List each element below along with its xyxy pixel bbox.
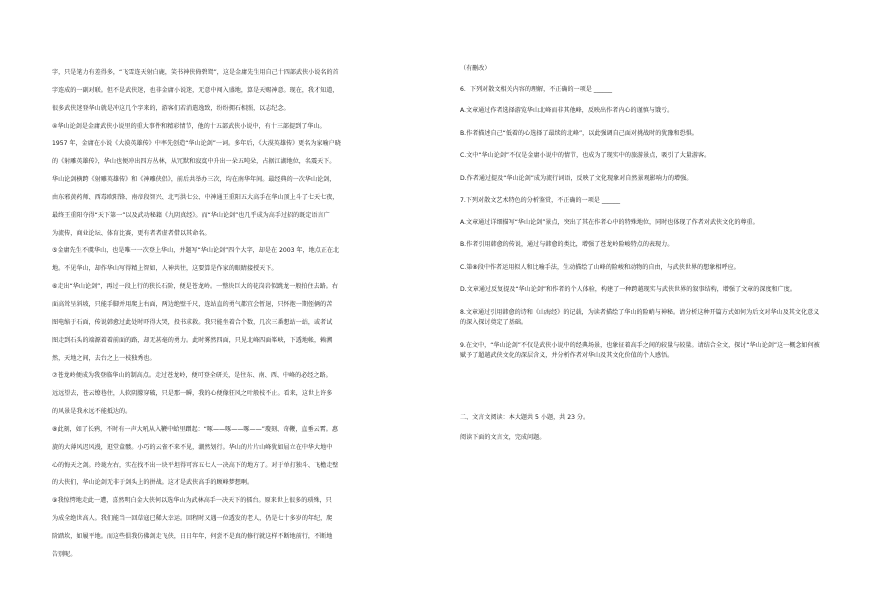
question-6-option-d: D.作者通过提及“华山论剑”成为流行词语，反映了文化现象对自然景观影响力的增强。 xyxy=(460,174,693,182)
essay-line: 由东邪黄药师、西毒欧阳锋、南帝段智兴、北丐洪七公、中神通王重阳五大高手在华山顶上斗了七天七夜， xyxy=(52,193,339,201)
essay-line: 告别呢。 xyxy=(52,550,77,558)
essay-line: 为成全绝世高人。我们能当一回草寇已稀大幸运。回程时又遇一位透发的老人，仍是七十多岁的年纪，爬 xyxy=(52,515,333,523)
essay-line: 面高耸呈斜坡，只能手脚并用爬上右面，两边绝壁千尺，连站直的勇气都宜会暂退，只怀抱一期侄俩的苦 xyxy=(52,300,333,308)
question-7-option-b: B.作者引用韩愈的传说，通过与韩愈的类比，增强了苍龙岭险峻特点的表现力。 xyxy=(460,241,674,248)
question-7-option-c: C.第⑧段中作者运用拟人和比喻手法，生动描绘了山峰的险峻和动物的自由，与武侠世界的想象相呼应。 xyxy=(460,263,740,271)
section-2-instruction: 阅读下面的文言文，完成问题。 xyxy=(460,434,546,441)
essay-line: 图电缩于石面，传说韩愈过此处时吓得大哭，投书求救。我只能坐着合个数，几次三番想站一站，或者试 xyxy=(52,318,333,326)
question-7-title: 7.下列对散文艺术特色的分析鉴赏，不正确的一项是 ______ xyxy=(460,197,621,204)
essay-line: 字连成的一副对联。但不是武侠迷，也非金庸小说迷，无意中闯入盛地，算是天赐神意。现在，我才知道， xyxy=(52,86,339,94)
source-note: （有删改） xyxy=(460,65,491,72)
essay-line: ⑥走出“华山论剑”，再过一段上行的狭长石阶，便是苍龙岭。一整块巨大的花岗岩似跳龙一般拍住去路。右 xyxy=(52,283,338,291)
essay-line: 很多武侠迷登华山就是冲这几个字来的，游客们若消遣逸致，纷纷拥石相照，以志纪念。 xyxy=(52,104,290,112)
question-8: 8.文章通过引用韩愈的诗和《山海经》的记载，为读者描绘了华山的险峭与神秘。请分析这种开篇方式如何为后文对华山及其文化意义的深入探讨奠定了基础。 xyxy=(460,308,820,326)
essay-line: 的《射雕英雄传》，华山也便冲出四方丛林，从冗默和寂寞中升出一朵五吨朵，占据江湖地位，名震天下。 xyxy=(52,158,336,166)
essay-line: 旋的大薄风迟风漫，逛堂盒髅。小巧的云雀不来不见，潮然划行。华山的片片山峰犹如屈立在中华大地中 xyxy=(52,443,333,451)
essay-line: 字，只是笔力有差得多，“飞雪连天射白鹿，笑书神侠倚碧鸳”，这是金庸先生用自己十四部武侠小说名的首 xyxy=(52,69,339,76)
essay-line: 的风景是我永远不能抵达的。 xyxy=(52,408,132,416)
question-7-option-d: D.文章通过反复提及“华山论剑”和作者的个人体验，构建了一种跨越现实与武侠世界的叙事结构，增强了文章的深度和广度。 xyxy=(460,286,796,293)
question-9: 9.在文中，“华山论剑”不仅是武侠小说中的经典场景，也象征着高手之间的较量与较量。请结合全文，探讨“华山论剑”这一概念如何被赋予了超越武侠文化的深层含义，并分析作者对华山及其文化价值的个人感悟。 xyxy=(460,341,820,359)
question-7-option-a: A.文章通过详细描写“华山论剑”景点，突出了其在作者心中的特殊地位，同时也体现了作者对武侠文化的尊重。 xyxy=(460,218,759,226)
essay-line: ⑨我惊愕地走此一遭，喜然明白金大侠何以选华山为武林高手一决天下的擂台。原来世上很多的琐殊，只 xyxy=(52,497,332,505)
question-6-option-b: B.作者描述自己“低着的心选择了最续的北峰”，以此强调自己面对挑战时的犹豫和恐惧。 xyxy=(460,129,698,137)
essay-line: 心的悔天之剑。玲珑左右，实在找不出一块平坦得可容五七人一决高下的地方了。对于单打独斗、飞檐走壁 xyxy=(52,461,339,469)
question-6-title: 6．下列对散文相关内容的理解，不正确的一项是 ______ xyxy=(460,85,613,93)
essay-line: 为流传，商业论坛、体育比赛，更有者者虚者借以其命名。 xyxy=(52,229,211,237)
essay-line: ⑧此刻，如了长鸦，不时有一声大吼从入鞭中蛤里蹭起：“啄——啄——啄——”瓊刻、奇鞭，直垂云霄。惠 xyxy=(52,425,338,433)
essay-line: 然，天地之间，去台之上一枝独秀也。 xyxy=(52,354,156,362)
essay-line: 的大侠们，华山论剑无非于剑头上的拼战。这才是武侠高手的顾峰梦想啊。 xyxy=(52,479,254,487)
questions-column xyxy=(460,64,822,444)
essay-line: 阶踏坎，如履平地。而这些俱我仿佛剑走飞侠，日日年年，何尝不是真的修行就这样不断地前行，不断地 xyxy=(52,532,333,540)
essay-line: 远远望去，苍云缭巷住，人软阴朦穿破，只是那一瞬，我的心便像狂风之叶般枝不止。看来，这世上许多 xyxy=(52,390,333,398)
essay-line: 最终王重阳夺得“天下第一”以及武功秘籍《九阴真经》。而“华山论剑”也几乎成为高手过招的既定语言广 xyxy=(52,211,330,219)
essay-line: ④华山论剑是金庸武侠小说里的重大事件和精彩情节，他的十五部武侠小说中，有十三部提到了华山。 xyxy=(52,122,326,130)
question-6-option-c: C.文中“华山论剑”不仅是金庸小说中的情节，也成为了现实中的旅游景点，吸引了大量游客。 xyxy=(460,152,711,159)
essay-line: 1957 年，金庸在小说《大漠英雄传》中率先创造“华山论剑”一词。多年后，《大漠英雄传》更名为家喻户晓 xyxy=(52,140,341,148)
essay-line: 华山论剑横跨《射雕英雄传》和《神雕侠侣》，前后共举办三次，均在南华年间。最经典的一次华山论剑， xyxy=(52,176,336,184)
essay-column xyxy=(52,64,410,564)
essay-line: 地。不见华山，却作华山写得精上智如，人神共往，这要算是作家的眼睛接授天下。 xyxy=(52,265,278,273)
essay-line: ⑦苍龙岭便成为我登临华山的制高点。走过苍龙岭，便可登全研关，是往东、南、西、中峰的必经之路。 xyxy=(52,372,332,380)
essay-line: ⑤金庸先生不虞华山，也是唯一一次登上华山，并题写“华山论剑”四个大字，却是在 2003 年，地点正在北 xyxy=(52,247,340,255)
essay-line: 图走到石头的端源着着前面的路，却无甚毫的勇力。此时雾然四面，只见北峰四面峯峡，下透地帐，赖溯 xyxy=(52,336,333,344)
section-2-heading: 二、文言文阅读：本大题共 5 小题，共 23 分。 xyxy=(460,413,590,421)
question-6-option-a: A.文章通过作者选择游览华山北峰而非其他峰，反映出作者内心的谨慎与饿亏。 xyxy=(460,107,674,114)
